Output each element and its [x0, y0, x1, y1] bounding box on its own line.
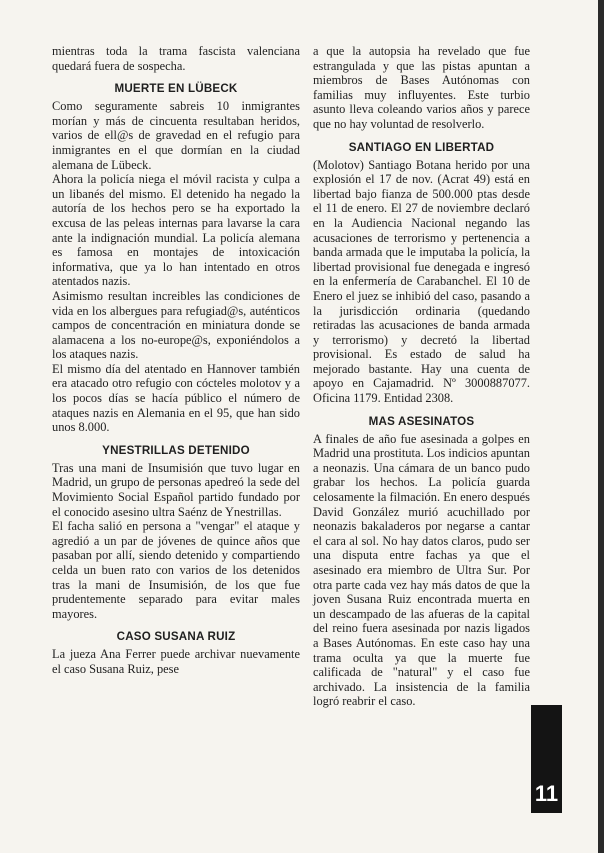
article-paragraph: A finales de año fue asesinada a golpes en Madrid una prostituta. Los indicios apuntan a neonazis. Una cámara de un banco pudo grabar los hechos. La policía guarda celosamente la filmación. En enero después David González murió acuchillado por neonazis bakaladeros por negarse a cantar el cara al sol. No hay datos claros, pudo ser una disputa entre fachas ya que el asesinado era miembro de Ultra Sur. Por otra parte cada vez hay más datos de que la joven Susana Ruiz encontrada muerta en un descampado de las afueras de la capital del reino fuera asesinada por nazis ligados a Bases Autónomas. En este caso hay una trama oculta ya que la muerte fue calificada de "natural" y el caso fue archivado. La insistencia de la familia logró reabrir el caso. — [313, 431, 530, 709]
left-column-intro: mientras toda la trama fascista valenciana quedará fuera de sospecha. — [52, 44, 300, 73]
right-column — [313, 44, 530, 709]
right-column-intro: a que la autopsia ha revelado que fue estrangulada y que las pistas apuntan a miembros de Bases Autónomas con familias muy influyentes. Este turbio asunto lleva coleando varios años y parece que no hay voluntad de resolverlo. — [313, 44, 530, 131]
left-column — [52, 44, 300, 677]
page-edge-shadow — [598, 0, 604, 853]
heading-muerte-en-lubeck: MUERTE EN LÜBECK — [114, 82, 238, 96]
article-paragraph: Tras una mani de Insumisión que tuvo lugar en Madrid, un grupo de personas apedreó la sede del Movimiento Social Español partido fundado por el conocido asesino ultra Saénz de Ynestrillas. — [52, 460, 300, 519]
heading-santiago-en-libertad: SANTIAGO EN LIBERTAD — [348, 140, 495, 154]
heading-mas-asesinatos: MAS ASESINATOS — [368, 414, 475, 428]
heading-caso-susana-ruiz: CASO SUSANA RUIZ — [116, 630, 236, 644]
article-paragraph: (Molotov) Santiago Botana herido por una explosión el 17 de nov. (Acrat 49) está en libertad bajo fianza de 500.000 ptas desde el 11 de enero. El 27 de noviembre declaró en la Audiencia Nacional negando las acusaciones de terrorismo y pertenencia a banda armada que le imputaba la policía, la libertad provisional fue denegada e ingresó en la enfermería de Carabanchel. El 10 de Enero el juez se inhibió del caso, pasando a la jurisdicción ordinaria (quedando retiradas las acusaciones de banda armada y terrorismo) y decretó la libertad provisional. Es estado de salud ha mejorado bastante. Hay una cuenta de apoyo en Cajamadrid. Nº 3000887077. Oficina 1179. Entidad 2308. — [313, 157, 530, 406]
page-number-tab: 11 — [531, 705, 562, 813]
article-paragraph: Ahora la policía niega el móvil racista y culpa a un libanés del mismo. El detenido ha negado la autoría de los hechos pero se ha exportado la excusa de las peleas internas para lavarse la cara ante la indignación mundial. La policía alemana es famosa en montajes de intoxicación informativa, que ya lo han intentado en otros atentados nazis. — [52, 172, 300, 289]
article-paragraph: El facha salió en persona a "vengar" el ataque y agredió a un par de jóvenes de quince años que pasaban por allí, siendo detenido y compartiendo celda un buen rato con varios de los detenidos tras la mani de Insumisión, de los que fue prudentemente separado para evitar males mayores. — [52, 519, 300, 621]
article-paragraph: El mismo día del atentado en Hannover también era atacado otro refugio con cócteles molotov y a los pocos días se hacía público el número de ataques nazis en Alemania en el 95, que han sido unos 8.000. — [52, 361, 300, 435]
article-paragraph: Asimismo resultan increibles las condiciones de vida en los albergues para refugiad@s, auténticos campos de concentración en miniatura donde se alamacena a los no-europe@s, exponiéndolos a los ataques nazis. — [52, 288, 300, 362]
article-paragraph: Como seguramente sabreis 10 inmigrantes morían y más de cincuenta resultaban heridos, varios de ell@s de gravedad en el refugio para inmigrantes en el que dormían en la ciudad alemana de Lübeck. — [52, 99, 300, 172]
heading-ynestrillas-detenido: YNESTRILLAS DETENIDO — [102, 443, 250, 457]
article-paragraph: La jueza Ana Ferrer puede archivar nuevamente el caso Susana Ruiz, pese — [52, 647, 300, 676]
